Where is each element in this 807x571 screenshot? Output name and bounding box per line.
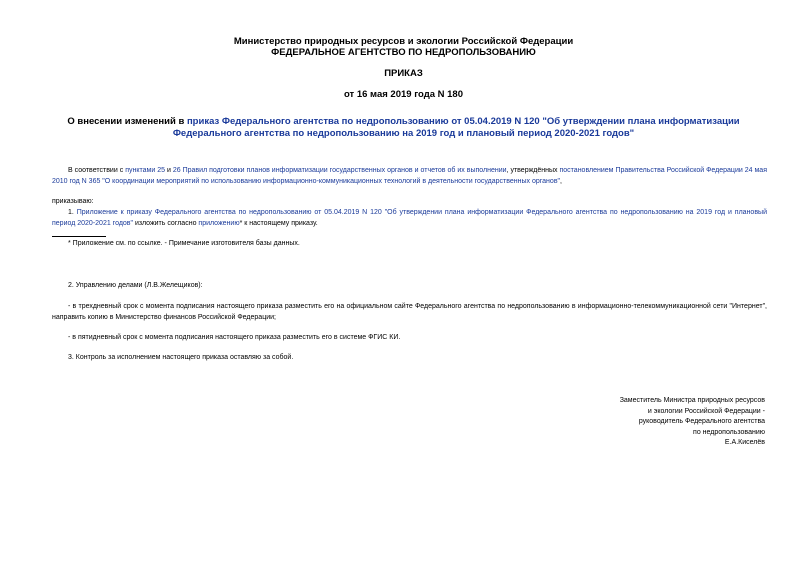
- intro-text-3: , утверждённых: [506, 167, 560, 174]
- intro-text-2: и: [165, 167, 173, 174]
- intro-text-4: ,: [560, 177, 562, 185]
- orders-label: приказываю:: [52, 198, 94, 205]
- link-appendix-order-120[interactable]: Приложение к приказу Федерального агентства по недропользованию от 05.04.2019 N 120 "Об утверждении плана информатизации Федерального агентства по недропользованию на 2019 год и плановый период 2020-2021 годов": [52, 209, 767, 227]
- item-1-number: 1.: [68, 209, 77, 216]
- item-1-text: изложить согласно: [133, 219, 199, 227]
- item-3: 3. Контроль за исполнением настоящего приказа оставляю за собой.: [68, 354, 294, 361]
- title-prefix: О внесении изменений в: [67, 116, 187, 127]
- item-2b: - в пятидневный срок с момента подписания настоящего приказа разместить его в системе ФГИС КИ.: [68, 334, 401, 341]
- link-point-26-rules[interactable]: 26 Правил подготовки планов информатизации государственных органов и отчетов об их выполнении: [172, 167, 507, 174]
- link-appendix[interactable]: приложению: [198, 219, 240, 227]
- footnote-divider: [52, 236, 106, 237]
- intro-text-1: В соответствии с: [68, 167, 126, 174]
- document-date-number: от 16 мая 2019 года N 180: [343, 89, 464, 100]
- footnote: * Приложение см. по ссылке. - Примечание изготовителя базы данных.: [68, 240, 300, 247]
- item-2: 2. Управлению делами (Л.В.Желещиков):: [68, 282, 203, 289]
- intro-paragraph: [52, 166, 767, 187]
- item-2a: - в трехдневный срок с момента подписания настоящего приказа разместить его на официальном сайте Федерального агентства по недропользованию в информационно-телекоммуникационной сети "Интернет", направить копию в Министерство финансов Российской Федерации;: [52, 303, 767, 321]
- signature-name: Е.А.Киселёв: [724, 439, 765, 446]
- link-point-25[interactable]: пунктами 25: [125, 167, 165, 174]
- signature-line-2: и экологии Российской Федерации -: [647, 407, 765, 415]
- document-type: ПРИКАЗ: [384, 68, 423, 79]
- ministry-name: Министерство природных ресурсов и экологии Российской Федерации: [233, 36, 574, 47]
- agency-name: ФЕДЕРАЛЬНОЕ АГЕНТСТВО ПО НЕДРОПОЛЬЗОВАНИЮ: [271, 47, 536, 58]
- link-government-resolution-365[interactable]: постановлением Правительства Российской Федерации 24 мая 2010 год N 365 "О координации мероприятий по использованию информационно-коммуникационных технологий в деятельности государственных органов": [52, 167, 767, 185]
- title-link-order-120[interactable]: приказ Федерального агентства по недропользованию от 05.04.2019 N 120 "Об утверждении плана информатизации Федерального агентства по недропользованию на 2019 год и плановый период 2020-2021 годов": [172, 116, 740, 139]
- item-1: [52, 208, 767, 229]
- signature-block: [505, 396, 765, 449]
- signature-line-3: руководитель Федерального агентства: [638, 418, 765, 425]
- item-1-tail: * к настоящему приказу.: [239, 219, 318, 227]
- signature-line-4: по недропользованию: [693, 428, 765, 436]
- signature-line-1: Заместитель Министра природных ресурсов: [619, 397, 765, 404]
- document-title: [50, 116, 757, 140]
